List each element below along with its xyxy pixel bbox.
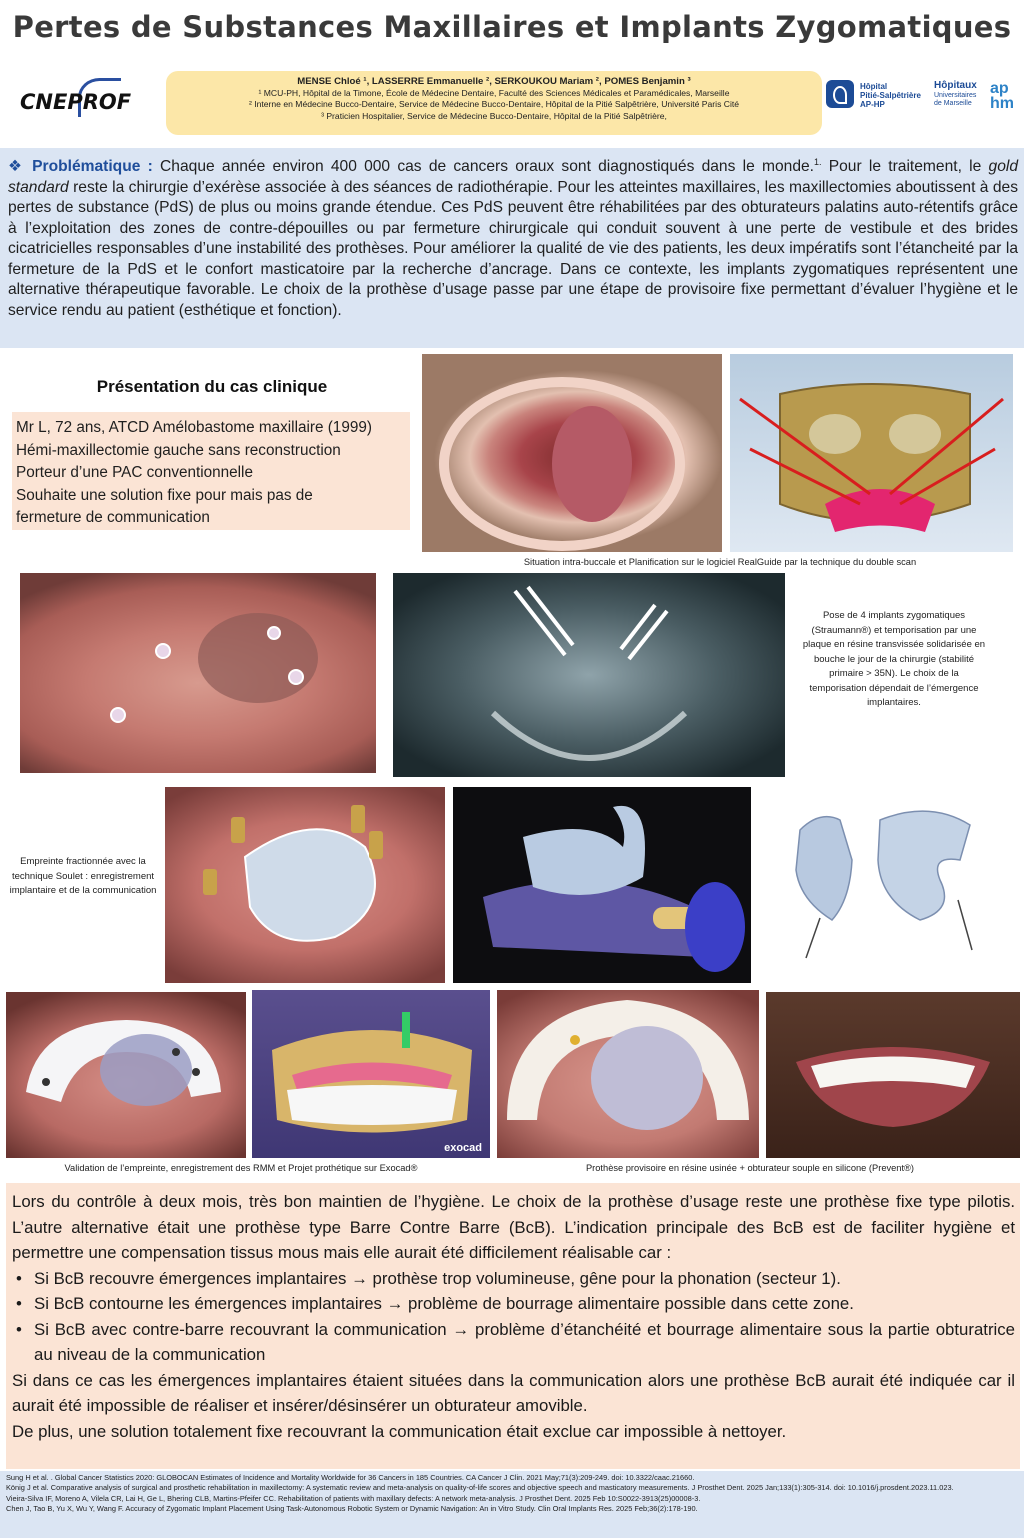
cneprof-logo-text: CNEPROF: [20, 90, 132, 114]
case-box: [12, 412, 410, 530]
case-line: Porteur d’une PAC conventionnelle: [16, 464, 253, 482]
conclusion-bullet: • Si BcB avec contre-barre recouvrant la communication → problème d’étanchéité et bourrage alimentaire sous la partie obturatrice au niveau de la communication: [34, 1317, 1015, 1368]
aphm-logo: [934, 80, 1024, 114]
reference-item: Vieira-Silva IF, Moreno A, Vilela CR, Lai H, Ge L, Bhering CLB, Martins-Pfeifer CC. Rehabilitation of patients with maxillary defects: A network meta-analysis. J Prosthet Dent. 2025 Feb 10:S0022-3913(25)00008-3.: [6, 1493, 701, 1503]
references-section: [0, 1471, 1024, 1538]
panoramic-xray-graphic: [393, 573, 785, 777]
validation-caption: Validation de l’empreinte, enregistrement des RMM et Projet prothétique sur Exocad®: [64, 1163, 418, 1173]
fractioned-impression-graphic: [165, 787, 445, 983]
case-title: Présentation du cas clinique: [96, 377, 328, 396]
affiliation-2: ² Interne en Médecine Bucco-Dentaire, Service de Médecine Bucco-Dentaire, Hôpital de la Pitié Salpêtrière, Université Paris Cité: [248, 99, 740, 109]
conclusion-bullet: • Si BcB contourne les émergences implantaires → problème de bourrage alimentaire possible dans cette zone.: [34, 1291, 1015, 1317]
exocad-design-graphic: [252, 990, 490, 1158]
validation-jig-photo: [6, 992, 246, 1158]
poster-title: Pertes de Substances Maxillaires et Implants Zygomatiques: [12, 10, 1012, 44]
impression-tray-graphic: [453, 787, 751, 983]
aphm-logo-mark: ap hm: [990, 80, 1014, 112]
case-line: Hémi-maxillectomie gauche sans reconstruction: [16, 441, 341, 459]
prosthesis-caption: Prothèse provisoire en résine usinée + obturateur souple en silicone (Prevent®): [585, 1163, 915, 1173]
implant-emergence-graphic: [20, 573, 376, 773]
problem-ref-mark: 1.: [814, 157, 822, 167]
exocad-label: exocad: [444, 1142, 482, 1154]
realguide-3d-planning: [730, 354, 1013, 552]
impression-tray-photo: [453, 787, 751, 983]
conclusion-paragraph-1: Lors du contrôle à deux mois, très bon maintien de l’hygiène. Le choix de la prothèse d’usage reste une prothèse fixe type pilotis. L’autre alternative était une prothèse type Barre Contre Barre (BcB). L’indication principale des BcB est de faciliter hygiène et permettre une compensation tissus mous mais elle aurait été difficilement réalisable car :: [12, 1192, 1015, 1262]
reference-item: Sung H et al. . Global Cancer Statistics 2020: GLOBOCAN Estimates of Incidence and Mortality Worldwide for 36 Cancers in 185 Countries. CA Cancer J Clin. 2021 May;71(3):209-249. doi: 10.3322/caac.21660.: [6, 1473, 695, 1482]
validation-jig-graphic: [6, 992, 246, 1158]
case-line: Souhaite une solution fixe pour mais pas de: [16, 486, 313, 504]
intraoral-photo: [422, 354, 722, 552]
realguide-3d-graphic: [730, 354, 1013, 552]
conclusion-bullet-list: [12, 1266, 1015, 1368]
implants-caption: Pose de 4 implants zygomatiques (Straumann®) et temporisation par une plaque en résine transvissée solidarisée en bouche le jour de la chirurgie (stabilité primaire > 35N). Le choix de la temporisation dépendait de l’émergence implantaires.: [802, 610, 986, 708]
aphm-logo-line1: Hôpitaux: [934, 80, 977, 91]
aphm-logo-line3: de Marseille: [934, 100, 972, 107]
conclusion-section: [6, 1183, 1020, 1469]
problem-text-c: reste la chirurgie d’exérèse associée à des séances de radiothérapie. Pour les atteintes maxillaires, les maxillectomies aboutissent à des pertes de substance (PdS) de plus ou moins grande étendue. Ces PdS peuvent être réhabilitées par des obturateurs palatins auto-rétentifs grâce à l’exploitation des zones de contre-dépouilles ou par fermeture chirurgicale qui conduit souvent à une perte de vestibule et des brides cicatricielles responsables d’une instabilité des prothèses. Pour améliorer la qualité de vie des patients, les deux impératifs sont l’étancheité par la fermeture de la PdS et le confort masticatoire par la recherche d’ancrage. Dans ce contexte, les implants zygomatiques représentent une alternative thérapeutique favorable. Le choix de la prothèse d’usage passe par une étape de provisoire fixe permettant d’évaluer l’hygiène et le service rendu au patient (esthétique et fonction).: [8, 178, 1018, 319]
conclusion-paragraph-2: Si dans ce cas les émergences implantaires étaient situées dans la communication alors une prothèse BcB aurait été indiquée car il aurait été impossible de réaliser et insérer/désinsérer un obturateur amovible.: [12, 1370, 1015, 1415]
smile-photo: [766, 992, 1020, 1158]
conclusion-paragraph-3: De plus, une solution totalement fixe recouvrant la communication était exclue car impossible à nettoyer.: [12, 1421, 787, 1441]
reference-item: König J et al. Comparative analysis of surgical and prosthetic rehabilitation in maxillectomy: A systematic review and meta-analysis on quality-of-life scores and objective speech and masticatory measurements. J Prosthet Dent. 2025 Jan;133(1):305-314. doi: 10.1016/j.prosdent.2023.11.023.: [6, 1483, 954, 1493]
problem-text-a: Chaque année environ 400 000 cas de cancers oraux sont diagnostiqués dans le monde.: [152, 158, 814, 176]
affiliation-1: ¹ MCU-PH, Hôpital de la Timone, École de Médecine Dentaire, Faculté des Sciences Médicales et Paramédicales, Marseille: [258, 87, 730, 98]
fractioned-impression-photo: [165, 787, 445, 983]
problem-gold-standard: gold standard: [8, 158, 1018, 196]
affiliation-3: ³ Praticien Hospitalier, Service de Médecine Bucco-Dentaire, Hôpital de la Pitié Salpêtrière,: [321, 110, 667, 121]
conclusion-bullet: • Si BcB recouvre émergences implantaires → prothèse trop volumineuse, gêne pour la phonation (secteur 1).: [34, 1266, 1015, 1292]
problem-section: [0, 148, 1024, 348]
impression-parts-graphic: [780, 800, 992, 960]
aphp-logo-line1: Hôpital: [860, 82, 888, 91]
panoramic-xray: [393, 573, 785, 777]
reference-item: Chen J, Tao B, Yu X, Wu Y, Wang F. Accuracy of Zygomatic Implant Placement Using Task-Autonomous Robotic System or Dynamic Navigation: An in Vitro Study. Clin Oral Implants Res. 2025 Feb;36(2):178-190.: [6, 1504, 698, 1514]
intraoral-photo-graphic: [422, 354, 722, 552]
case-line: fermeture de communication: [16, 509, 210, 527]
cneprof-logo: [18, 84, 138, 118]
problem-text-b: Pour le traitement, le: [821, 158, 989, 176]
exocad-design: [252, 990, 490, 1158]
smile-graphic: [766, 992, 1020, 1158]
aphp-logo-line3: AP-HP: [860, 100, 885, 109]
implant-emergence-photo: [20, 573, 376, 773]
aphp-logo-icon: [826, 80, 854, 108]
diamond-bullet-icon: ❖: [8, 158, 33, 176]
provisional-prosthesis-graphic: [497, 990, 759, 1158]
impression-parts-photo: [780, 800, 992, 960]
provisional-prosthesis-photo: [497, 990, 759, 1158]
impression-caption: Empreinte fractionnée avec la technique Soulet : enregistrement implantaire et de la communication: [9, 856, 157, 896]
authors-box: [166, 71, 822, 135]
aphp-logo: [826, 80, 924, 112]
case-line: Mr L, 72 ans, ATCD Amélobastome maxillaire (1999): [16, 419, 372, 436]
aphm-logo-line2: Universitaires: [934, 92, 977, 99]
planning-caption: Situation intra-buccale et Planification sur le logiciel RealGuide par la technique du double scan: [523, 557, 917, 567]
aphp-logo-line2: Pitié-Salpêtrière: [860, 91, 921, 100]
problem-label: Problématique :: [32, 158, 153, 176]
author-names: MENSE Chloé ¹, LASSERRE Emmanuelle ², SERKOUKOU Mariam ², POMES Benjamin ³: [297, 76, 691, 87]
